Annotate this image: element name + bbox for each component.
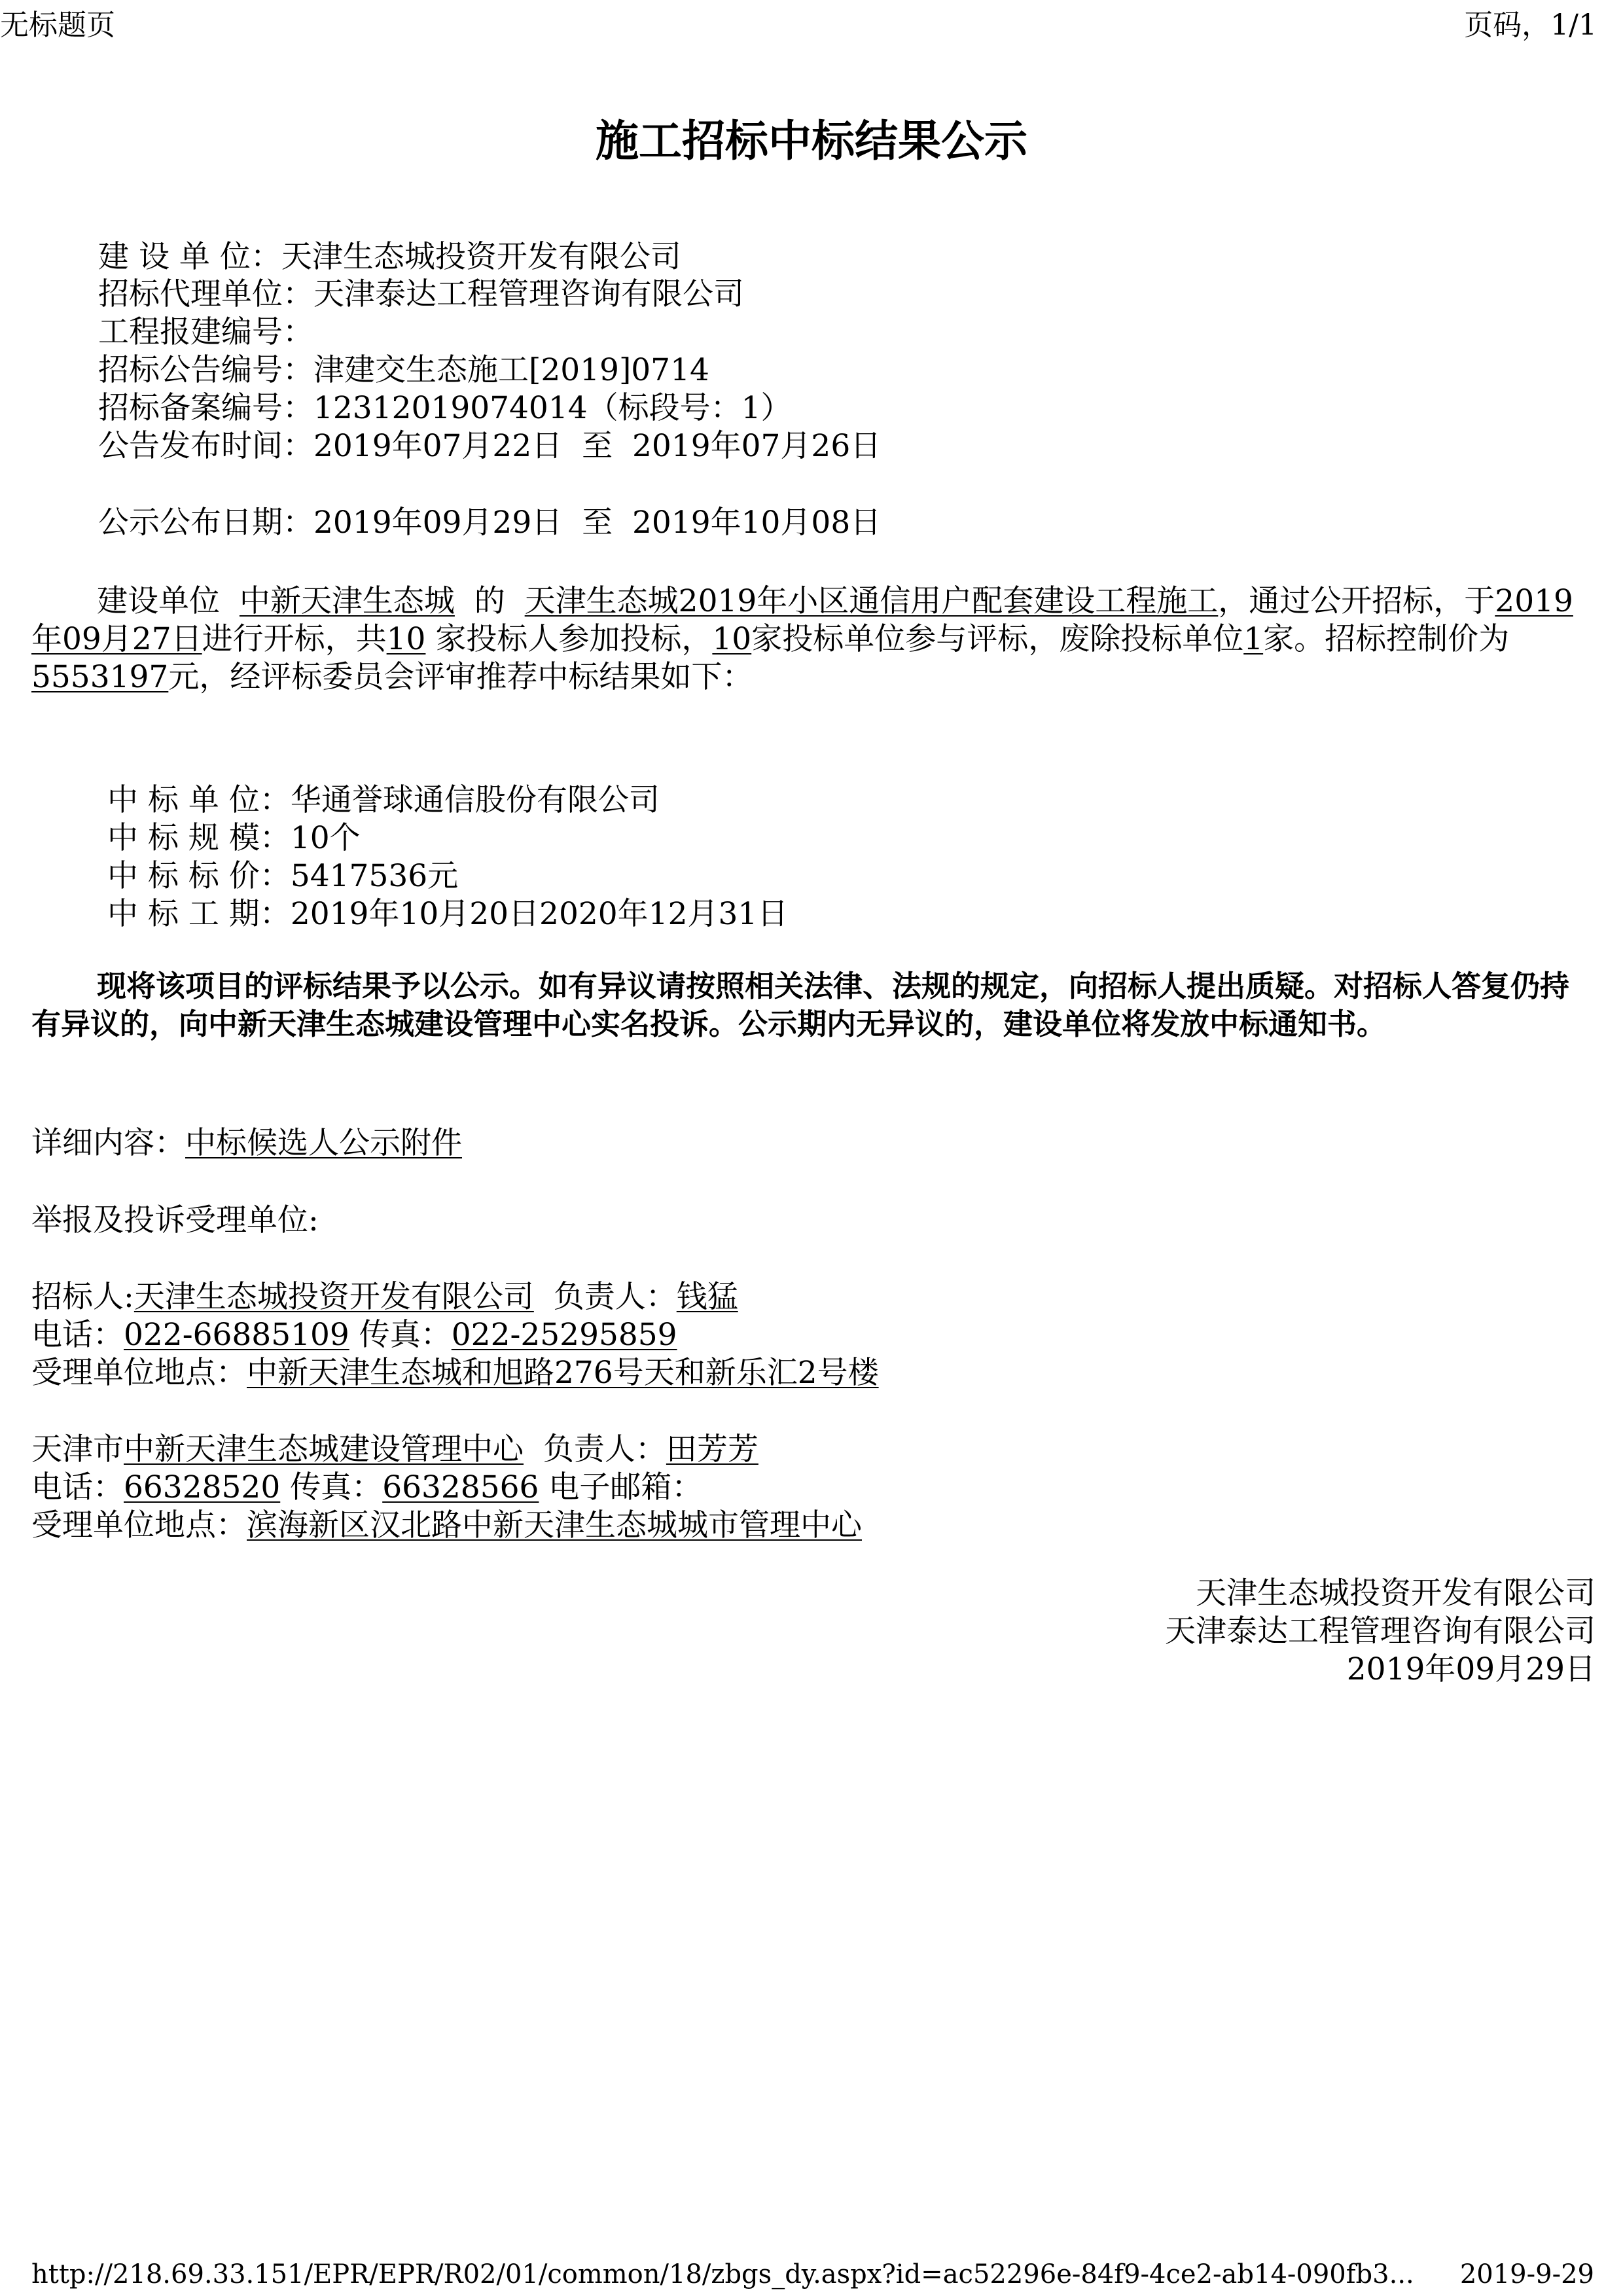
signature-date: 2019年09月29日: [1346, 1651, 1596, 1687]
scale-value: 10个: [290, 820, 361, 856]
summary-text: 元，经评标委员会评审推荐中标结果如下：: [168, 659, 753, 695]
summary-paragraph: [31, 583, 1582, 696]
summary-rejected: 1: [1243, 621, 1264, 657]
summary-bidders: 10: [386, 621, 426, 657]
publish-time-from: 2019年07月22日: [313, 428, 563, 464]
authority-email-label: 电子邮箱：: [548, 1469, 703, 1505]
authority-address: 滨海新区汉北路中新天津生态城城市管理中心: [247, 1507, 862, 1543]
summary-open-date: 2019年09月27日: [31, 583, 1573, 657]
authority-prefix: 天津市: [31, 1431, 124, 1467]
signature-org1: 天津生态城投资开发有限公司: [1196, 1575, 1596, 1611]
announce-date-to: 2019年10月08日: [632, 505, 882, 541]
page-header-title: 无标题页: [0, 9, 115, 42]
agent-label: 招标代理单位：: [98, 276, 313, 312]
detail-label: 详细内容：: [31, 1125, 185, 1161]
tenderer-address: 中新天津生态城和旭路276号天和新乐汇2号楼: [247, 1355, 879, 1391]
tenderer-name: 天津生态城投资开发有限公司: [134, 1279, 534, 1315]
publish-time-to: 2019年07月26日: [632, 428, 882, 464]
authority-phone-row: [31, 1469, 702, 1507]
tenderer-label: 招标人:: [31, 1279, 134, 1315]
price-label: 中 标 标 价：: [107, 858, 291, 894]
builder-value: 天津生态城投资开发有限公司: [281, 239, 681, 275]
page-number: 页码，1/1: [1464, 9, 1597, 42]
page-title: 施工招标中标结果公示: [596, 116, 1027, 166]
scale-label: 中 标 规 模：: [107, 820, 291, 856]
notice-paragraph: 现将该项目的评标结果予以公示。如有异议请按照相关法律、法规的规定，向招标人提出质疑。对招标人答复仍持有异议的，向中新天津生态城建设管理中心实名投诉。公示期内无异议的，建设单位将发放中标通知书。: [31, 969, 1570, 1041]
price-value: 5417536元: [290, 858, 459, 894]
builder-row: [98, 238, 681, 276]
authority-fax-label: 传真：: [290, 1469, 383, 1505]
tenderer-fax-label: 传真：: [359, 1317, 452, 1353]
attachment-link[interactable]: 中标候选人公示附件: [185, 1125, 462, 1161]
project-no-label: 工程报建编号：: [98, 314, 313, 350]
footer-url: http://218.69.33.151/EPR/EPR/R02/01/common/18/zbgs_dy.aspx?id=ac52296e-84f9-4ce2-ab14-090fb3...: [31, 2259, 1414, 2289]
announce-date-from: 2019年09月29日: [313, 505, 563, 541]
summary-control-price: 5553197: [31, 659, 169, 695]
publish-time-sep: 至: [582, 428, 613, 464]
summary-text: 进行开标，共: [202, 621, 387, 657]
announce-date-sep: 至: [582, 505, 613, 541]
summary-text: ，通过公开招标，于: [1218, 583, 1495, 619]
authority-contact-label: 负责人：: [543, 1431, 666, 1467]
period-label: 中 标 工 期：: [107, 896, 291, 932]
agent-row: [98, 276, 744, 314]
summary-project: 天津生态城2019年小区通信用户配套建设工程施工: [524, 583, 1219, 619]
period-row: [107, 895, 788, 933]
detail-row: [31, 1124, 462, 1162]
authority-name: 中新天津生态城建设管理中心: [124, 1431, 524, 1467]
tenderer-fax: 022-25295859: [451, 1317, 677, 1353]
tenderer-phone: 022-66885109: [124, 1317, 349, 1353]
summary-text: 家。招标控制价为: [1263, 621, 1510, 657]
winner-row: [107, 781, 660, 819]
authority-phone: 66328520: [124, 1469, 281, 1505]
tenderer-contact-label: 负责人：: [553, 1279, 677, 1315]
summary-text: 家投标单位参与评标，废除投标单位: [751, 621, 1244, 657]
tenderer-phone-row: [31, 1316, 677, 1354]
authority-contact: 田芳芳: [666, 1431, 758, 1467]
notice-no-row: [98, 351, 709, 389]
notice-no-value: 津建交生态施工[2019]0714: [313, 352, 709, 388]
summary-text: 家投标人参加投标，: [435, 621, 713, 657]
announce-date-label: 公示公布日期：: [98, 505, 313, 541]
tenderer-row: [31, 1278, 738, 1316]
publish-time-label: 公告发布时间：: [98, 428, 313, 464]
footer-date: 2019-9-29: [1459, 2259, 1594, 2289]
signature-org2: 天津泰达工程管理咨询有限公司: [1165, 1613, 1596, 1649]
notice-no-label: 招标公告编号：: [98, 352, 313, 388]
scale-row: [107, 819, 361, 857]
authority-address-label: 受理单位地点：: [31, 1507, 247, 1543]
summary-text: 建设单位: [97, 583, 220, 619]
summary-text: 的: [474, 583, 505, 619]
winner-value: 华通誉球通信股份有限公司: [290, 782, 660, 818]
record-no-label: 招标备案编号：: [98, 390, 313, 426]
authority-fax: 66328566: [382, 1469, 539, 1505]
authority-address-row: [31, 1507, 862, 1545]
agent-value: 天津泰达工程管理咨询有限公司: [313, 276, 744, 312]
tenderer-contact: 钱猛: [676, 1279, 738, 1315]
tenderer-address-row: [31, 1354, 879, 1392]
summary-builder: 中新天津生态城: [239, 583, 455, 619]
authority-phone-label: 电话：: [31, 1469, 124, 1505]
project-no-row: [98, 314, 313, 351]
authority-row: [31, 1431, 758, 1469]
publish-time-row: [98, 427, 881, 465]
summary-evaluated: 10: [712, 621, 752, 657]
builder-label: 建 设 单 位：: [98, 239, 281, 275]
tenderer-address-label: 受理单位地点：: [31, 1355, 247, 1391]
tenderer-phone-label: 电话：: [31, 1317, 124, 1353]
complaint-title: 举报及投诉受理单位:: [31, 1202, 319, 1238]
record-no-value: 12312019074014（标段号：1）: [313, 390, 792, 426]
record-no-row: [98, 389, 792, 427]
announce-date-row: [98, 504, 881, 542]
price-row: [107, 857, 458, 895]
period-value: 2019年10月20日2020年12月31日: [290, 896, 789, 932]
winner-label: 中 标 单 位：: [107, 782, 291, 818]
